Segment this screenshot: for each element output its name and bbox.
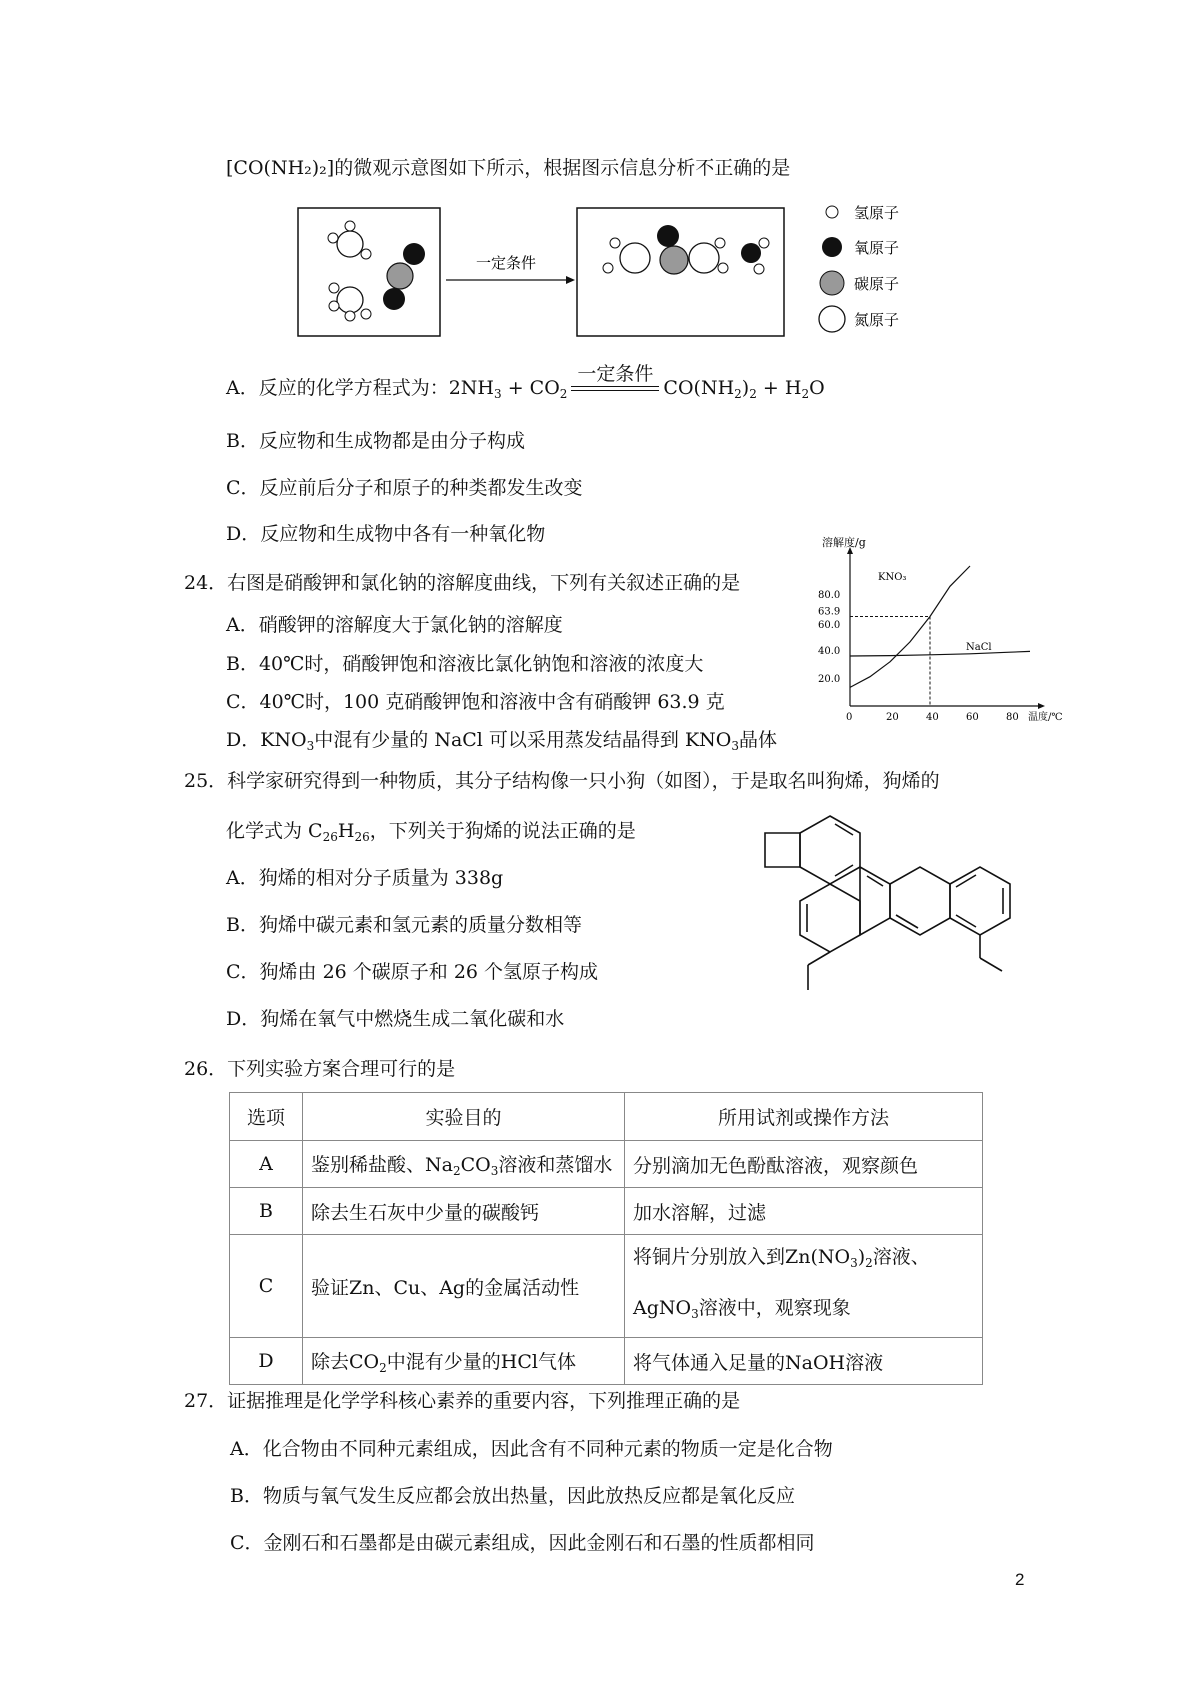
y-tick-label: 60.0 — [818, 620, 841, 631]
series-label-nacl: NaCl — [966, 642, 992, 653]
solubility-chart — [800, 536, 1063, 736]
x-tick-label: 60 — [966, 712, 979, 723]
q25-stem-formula: 化学式为 $C_{26}H_{26}$，下列关于狗烯的说法正确的是 — [226, 820, 636, 844]
q25-option-d: D．狗烯在氧气中燃烧生成二氧化碳和水 — [226, 1008, 565, 1030]
page-number: 2 — [1015, 1570, 1025, 1589]
table-row — [230, 1188, 983, 1235]
series-line-kno3 — [850, 566, 970, 687]
q23-intro: [CO(NH₂)₂]的微观示意图如下所示，根据图示信息分析不正确的是 — [226, 157, 791, 179]
q23-option-c: C．反应前后分子和原子的种类都发生改变 — [226, 477, 583, 499]
cell-method: 加水溶解，过滤 — [625, 1188, 983, 1235]
cell-option: B — [230, 1188, 303, 1235]
legend-carbon: 碳原子 — [854, 275, 900, 293]
legend-oxygen: 氧原子 — [854, 239, 900, 257]
y-tick-label: 63.9 — [818, 606, 841, 618]
series-line-nacl — [850, 651, 1030, 656]
q24-option-b: B．40℃时，硝酸钾饱和溶液比氯化钠饱和溶液的浓度大 — [226, 653, 704, 675]
cell-option: C — [230, 1235, 303, 1338]
cell-goal: 除去$CO_2$中混有少量的HCl气体 — [303, 1338, 625, 1385]
q24-option-c: C．40℃时，100 克硝酸钾饱和溶液中含有硝酸钾 63.9 克 — [226, 691, 725, 713]
q27-option-a: A．化合物由不同种元素组成，因此含有不同种元素的物质一定是化合物 — [230, 1438, 833, 1460]
x-tick-label: 40 — [926, 712, 939, 723]
x-tick-label: 20 — [886, 712, 899, 723]
q24-stem: 24．右图是硝酸钾和氯化钠的溶解度曲线，下列有关叙述正确的是 — [184, 572, 741, 594]
cell-goal: 除去生石灰中少量的碳酸钙 — [303, 1188, 625, 1235]
q23-option-b: B．反应物和生成物都是由分子构成 — [226, 430, 525, 452]
cell-option: D — [230, 1338, 303, 1385]
dogene-structure-diagram — [730, 800, 1010, 990]
legend-nitrogen: 氮原子 — [854, 311, 900, 329]
arrow-label: 一定条件 — [476, 254, 537, 272]
q23-option-d: D．反应物和生成物中各有一种氧化物 — [226, 523, 546, 545]
header-goal: 实验目的 — [303, 1093, 625, 1141]
q25-option-b: B．狗烯中碳元素和氢元素的质量分数相等 — [226, 914, 582, 936]
q24-option-d: D．$KNO_3$中混有少量的 NaCl 可以采用蒸发结晶得到 $KNO_3$晶体 — [226, 729, 778, 753]
cell-goal: 验证Zn、Cu、Ag的金属活动性 — [303, 1235, 625, 1338]
y-tick-label: 40.0 — [818, 646, 841, 657]
header-method: 所用试剂或操作方法 — [625, 1093, 983, 1141]
q27-option-c: C．金刚石和石墨都是由碳元素组成，因此金刚石和石墨的性质都相同 — [230, 1532, 815, 1554]
y-tick-label: 80.0 — [818, 590, 841, 601]
legend-hydrogen: 氢原子 — [854, 204, 900, 222]
x-tick-label: 80 — [1006, 712, 1019, 723]
carbon-dioxide-molecule — [383, 243, 425, 310]
header-option: 选项 — [230, 1093, 303, 1141]
cell-method: 将铜片分别放入到$Zn(NO_3)_2$溶液、 AgNO$_3$溶液中，观察现象 — [625, 1235, 983, 1338]
q25-option-c: C．狗烯由 26 个碳原子和 26 个氢原子构成 — [226, 961, 599, 983]
cell-goal: 鉴别稀盐酸、$Na_2CO_3$溶液和蒸馏水 — [303, 1141, 625, 1188]
x-axis-arrow-icon — [1038, 703, 1045, 709]
q24-option-a: A．硝酸钾的溶解度大于氯化钠的溶解度 — [226, 614, 563, 636]
arrow-head-icon — [566, 276, 575, 284]
series-label-kno3: KNO₃ — [878, 572, 907, 583]
cell-method: 将气体通入足量的NaOH溶液 — [625, 1338, 983, 1385]
q25-stem: 25．科学家研究得到一种物质，其分子结构像一只小狗（如图），于是取名叫狗烯，狗烯的 — [184, 770, 940, 792]
q23-option-a: A．反应的化学方程式为：$2NH_3 + CO_2$ 一定条件 $CO(NH_2)_2 + H_2O$ — [226, 363, 825, 401]
y-tick-label: 20.0 — [818, 674, 841, 685]
table-row — [230, 1141, 983, 1188]
table-row — [230, 1235, 983, 1338]
atom-legend — [819, 204, 899, 332]
cell-method: 分别滴加无色酚酞溶液，观察颜色 — [625, 1141, 983, 1188]
cell-option: A — [230, 1141, 303, 1188]
table-row — [230, 1338, 983, 1385]
q27-stem: 27．证据推理是化学学科核心素养的重要内容，下列推理正确的是 — [184, 1390, 741, 1412]
reaction-diagram — [290, 196, 930, 346]
q25-option-a: A．狗烯的相对分子质量为 338g — [226, 867, 504, 889]
experiment-table — [229, 1092, 983, 1385]
y-axis-label: 溶解度/g — [822, 536, 866, 549]
table-header-row — [230, 1093, 983, 1141]
x-tick-label: 0 — [846, 712, 853, 723]
q26-stem: 26．下列实验方案合理可行的是 — [184, 1058, 456, 1080]
q27-option-b: B．物质与氧气发生反应都会放出热量，因此放热反应都是氧化反应 — [230, 1485, 795, 1507]
x-axis-label: 温度/℃ — [1028, 712, 1063, 723]
ammonia-molecule — [329, 283, 371, 321]
water-molecule — [741, 238, 769, 274]
ammonia-molecule — [328, 221, 371, 259]
urea-molecule — [603, 225, 728, 274]
